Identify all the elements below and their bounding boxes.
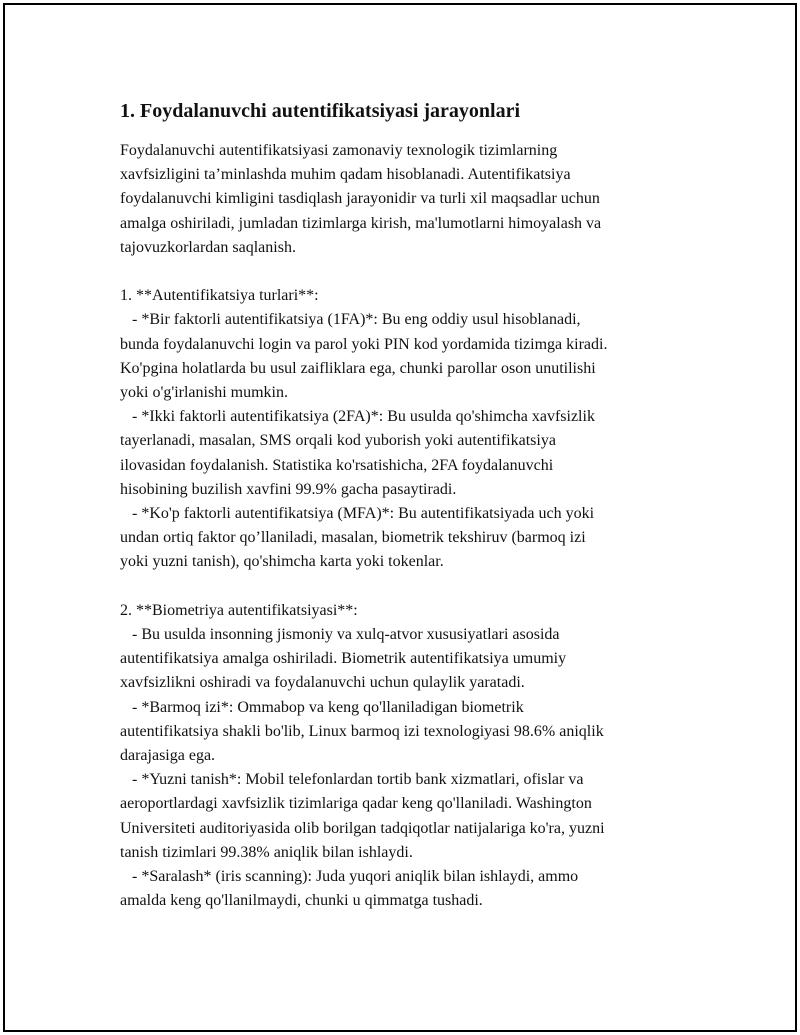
document-body xyxy=(120,97,705,913)
document-title: 1. Foydalanuvchi autentifikatsiyasi jarayonlari xyxy=(120,100,521,122)
section-authentication-types: 1. **Autentifikatsiya turlari**: - *Bir faktorli autentifikatsiya (1FA)*: Bu eng oddiy usul hisoblanadi, bunda foydalanuvchi login va parol yoki PIN kod yordamida tizimga kiradi. Ko'pgina holatlarda bu usul zaifliklara ega, chunki parollar oson unutilishi yoki o'g'irlanishi mumkin. - *Ikki faktorli autentifikatsiya (2FA)*: Bu usulda qo'shimcha xavfsizlik tayerlanadi, masalan, SMS orqali kod yuborish yoki autentifikatsiya ilovasidan foydalanish. Statistika ko'rsatishicha, 2FA foydalanuvchi hisobining buzilish xavfini 99.9% gacha pasaytiradi. - *Ko'p faktorli autentifikatsiya (MFA)*: Bu autentifikatsiyada uch yoki undan ortiq faktor qo’llaniladi, masalan, biometrik tekshiruv (barmoq izi yoki yuzni tanish), qo'shimcha karta yoki tokenlar. xyxy=(120,287,608,571)
section-biometric-authentication: 2. **Biometriya autentifikatsiyasi**: - Bu usulda insonning jismoniy va xulq-atvor xususiyatlari asosida autentifikatsiya amalga oshiriladi. Biometrik autentifikatsiya umumiy xavfsizlikni oshiradi va foydalanuvchi uchun qulaylik yaratadi. - *Barmoq izi*: Ommabop va keng qo'llaniladigan biometrik autentifikatsiya shakli bo'lib, Linux barmoq izi texnologiyasi 98.6% aniqlik darajasiga ega. - *Yuzni tanish*: Mobil telefonlardan tortib bank xizmatlari, ofislar va aeroportlardagi xavfsizlik tizimlariga qadar keng qo'llaniladi. Washington Universiteti auditoriyasida olib borilgan tadqiqotlar natijalariga ko'ra, yuzni tanish tizimlari 99.38% aniqlik bilan ishlaydi. - *Saralash* (iris scanning): Juda yuqori aniqlik bilan ishlaydi, ammo amalda keng qo'llanilmaydi, chunki u qimmatga tushadi. xyxy=(120,601,605,910)
intro-paragraph: Foydalanuvchi autentifikatsiyasi zamonaviy texnologik tizimlarning xavfsizligini ta’minlashda muhim qadam hisoblanadi. Autentifikatsiya foydalanuvchi kimligini tasdiqlash jarayonidir va turli xil maqsadlar uchun amalga oshiriladi, jumladan tizimlarga kirish, ma'lumotlarni himoyalash va tajovuzkorlardan saqlanish. xyxy=(120,142,602,256)
document-page xyxy=(3,3,797,1032)
